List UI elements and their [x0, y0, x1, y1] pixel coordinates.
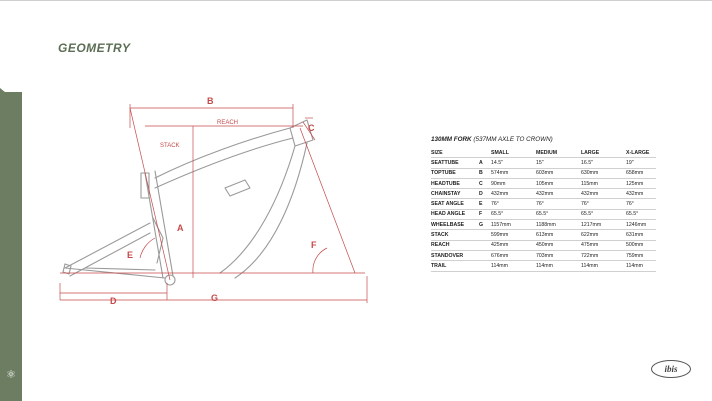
value-large: 1217mm — [581, 220, 626, 230]
value-medium: 76° — [536, 199, 581, 209]
row-name: CHAINSTAY — [431, 189, 479, 199]
label-b: B — [207, 96, 214, 106]
label-d: D — [110, 296, 117, 306]
row-name: WHEELBASE — [431, 220, 479, 230]
row-name: SEAT ANGLE — [431, 199, 479, 209]
value-large: 432mm — [581, 189, 626, 199]
value-medium: 105mm — [536, 178, 581, 188]
table-row — [431, 199, 656, 209]
header-large: LARGE — [581, 148, 626, 158]
row-name: STANDOVER — [431, 250, 479, 260]
value-medium: 432mm — [536, 189, 581, 199]
value-small: 425mm — [491, 240, 536, 250]
table-title — [431, 136, 553, 143]
value-large: 76° — [581, 199, 626, 209]
value-small: 114mm — [491, 261, 536, 271]
dimension-lines — [60, 104, 367, 303]
row-key: G — [479, 220, 491, 230]
row-key — [479, 250, 491, 260]
value-small: 90mm — [491, 178, 536, 188]
label-reach: REACH — [217, 120, 239, 126]
value-xlarge: 1246mm — [626, 220, 656, 230]
row-name: STACK — [431, 230, 479, 240]
value-small: 1157mm — [491, 220, 536, 230]
value-large: 16.5" — [581, 158, 626, 168]
table-row — [431, 168, 656, 178]
value-small: 14.5" — [491, 158, 536, 168]
table-row — [431, 209, 656, 219]
value-xlarge: 65.5° — [626, 209, 656, 219]
label-stack: STACK — [160, 143, 180, 149]
value-medium: 114mm — [536, 261, 581, 271]
value-small: 574mm — [491, 168, 536, 178]
row-key: A — [479, 158, 491, 168]
value-small: 65.5° — [491, 209, 536, 219]
value-medium: 703mm — [536, 250, 581, 260]
table-row — [431, 250, 656, 260]
table-row — [431, 158, 656, 168]
row-key — [479, 240, 491, 250]
geometry-table — [431, 148, 656, 272]
ibis-logo: ibis — [651, 360, 691, 378]
table-row — [431, 220, 656, 230]
row-name: HEADTUBE — [431, 178, 479, 188]
row-key: C — [479, 178, 491, 188]
row-name: REACH — [431, 240, 479, 250]
value-medium: 603mm — [536, 168, 581, 178]
value-xlarge: 658mm — [626, 168, 656, 178]
value-xlarge: 19" — [626, 158, 656, 168]
value-large: 475mm — [581, 240, 626, 250]
row-key: D — [479, 189, 491, 199]
table-title-bold: 130MM FORK — [431, 136, 472, 143]
table-row — [431, 240, 656, 250]
value-xlarge: 76° — [626, 199, 656, 209]
value-large: 622mm — [581, 230, 626, 240]
side-bar — [0, 92, 22, 401]
value-medium: 1188mm — [536, 220, 581, 230]
frame-geometry-diagram — [45, 88, 375, 313]
value-small: 676mm — [491, 250, 536, 260]
label-c: C — [308, 123, 315, 133]
side-logo-icon: ⚛ — [6, 369, 16, 381]
label-e: E — [127, 250, 134, 260]
value-small: 599mm — [491, 230, 536, 240]
header-medium: MEDIUM — [536, 148, 581, 158]
header-xlarge: X-LARGE — [626, 148, 656, 158]
value-medium: 15" — [536, 158, 581, 168]
label-g: G — [211, 293, 219, 303]
table-row — [431, 189, 656, 199]
value-xlarge: 631mm — [626, 230, 656, 240]
row-key: E — [479, 199, 491, 209]
label-a: A — [177, 223, 184, 233]
row-name: TOPTUBE — [431, 168, 479, 178]
value-xlarge: 125mm — [626, 178, 656, 188]
value-small: 432mm — [491, 189, 536, 199]
row-name: HEAD ANGLE — [431, 209, 479, 219]
value-large: 722mm — [581, 250, 626, 260]
table-title-rest: (537MM AXLE TO CROWN) — [471, 136, 553, 143]
table-row — [431, 230, 656, 240]
row-key: F — [479, 209, 491, 219]
dimension-labels — [110, 96, 317, 306]
value-xlarge: 114mm — [626, 261, 656, 271]
row-key — [479, 261, 491, 271]
value-medium: 65.5° — [536, 209, 581, 219]
value-large: 115mm — [581, 178, 626, 188]
value-xlarge: 500mm — [626, 240, 656, 250]
table-header-row — [431, 148, 656, 158]
page-title: GEOMETRY — [58, 41, 131, 55]
table-row — [431, 261, 656, 271]
value-small: 76° — [491, 199, 536, 209]
value-xlarge: 432mm — [626, 189, 656, 199]
row-key — [479, 230, 491, 240]
header-size: SIZE — [431, 148, 479, 158]
value-large: 630mm — [581, 168, 626, 178]
row-name: TRAIL — [431, 261, 479, 271]
table-row — [431, 178, 656, 188]
row-key: B — [479, 168, 491, 178]
value-large: 114mm — [581, 261, 626, 271]
value-xlarge: 759mm — [626, 250, 656, 260]
label-f: F — [311, 240, 317, 250]
value-medium: 613mm — [536, 230, 581, 240]
bike-frame — [63, 120, 313, 285]
header-small: SMALL — [491, 148, 536, 158]
header-key — [479, 148, 491, 158]
value-medium: 450mm — [536, 240, 581, 250]
row-name: SEATTUBE — [431, 158, 479, 168]
value-large: 65.5° — [581, 209, 626, 219]
